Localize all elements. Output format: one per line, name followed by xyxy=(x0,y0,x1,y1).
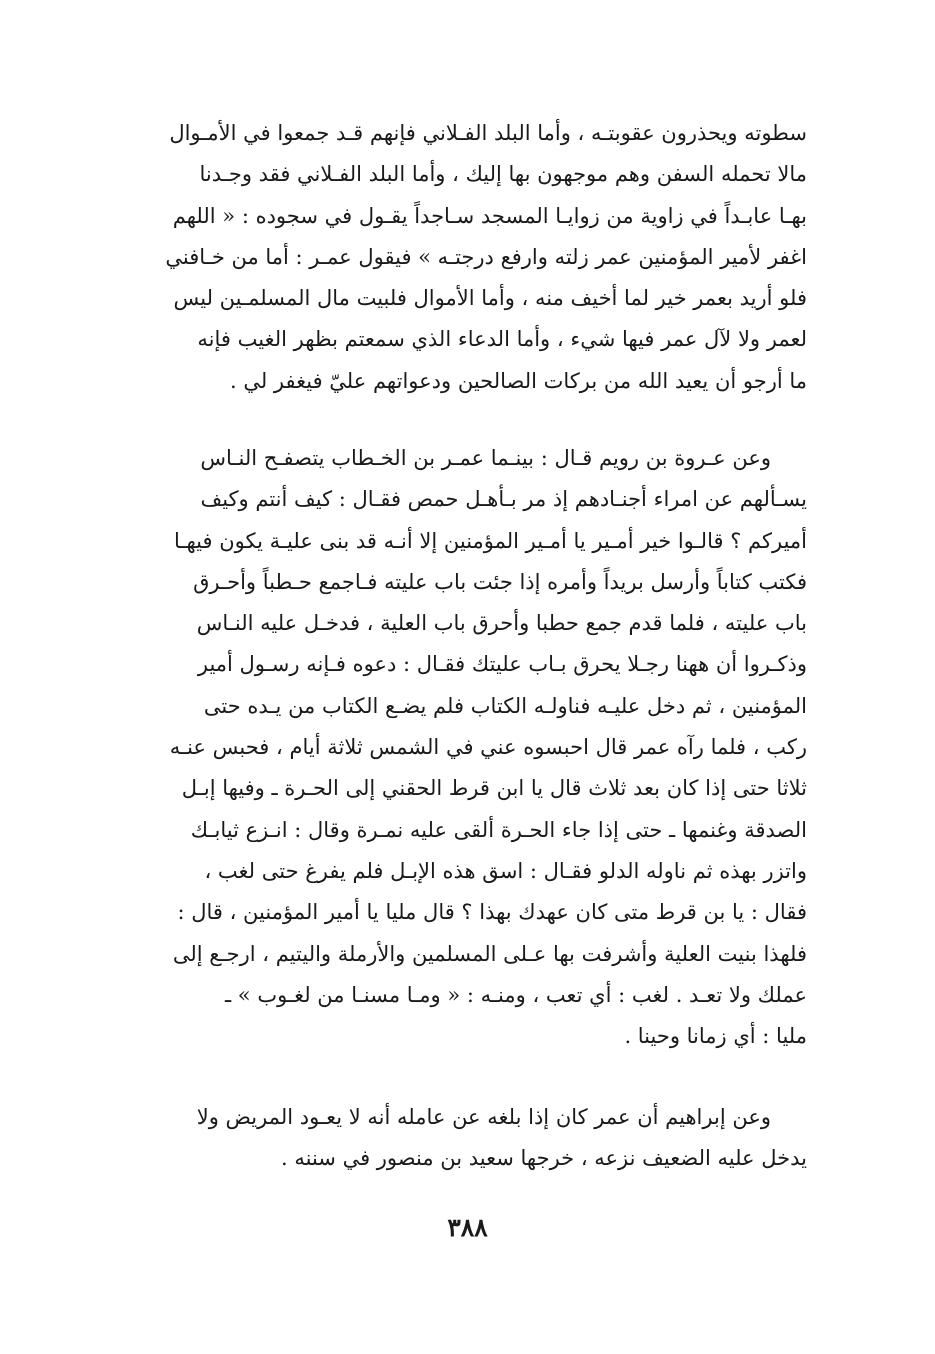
text-line: باب عليته ، فلما قدم جمع حطبا وأحرق باب العلية ، فدخـل عليه النـاس xyxy=(196,611,807,636)
text-line: الصدقة وغنمها ـ حتى إذا جاء الحـرة ألقى عليه نمـرة وقال : انـزع ثيابـك xyxy=(190,817,807,842)
text-line: واتزر بهذه ثم ناوله الدلو فقـال : اسق هذه الإبـل فلم يفرغ حتى لغب ، xyxy=(204,858,807,883)
text-line: فكتب كتاباً وأرسل بريداً وأمره إذا جئت باب عليته فـاجمع حـطباً وأحـرق xyxy=(193,569,807,594)
text-line: فقال : يا بن قرط متى كان عهدك بهذا ؟ قال مليا يا أمير المؤمنين ، قال : xyxy=(177,900,807,925)
text-line: وذكـروا أن ههنا رجـلا يحرق بـاب عليتك فقـال : دعوه فـإنه رسـول أمير xyxy=(197,652,807,677)
text-line: أميركم ؟ قالـوا خير أمـير يا أمـير المؤمنين إلا أنـه قد بنى عليـة يكون فيهـا xyxy=(173,528,807,553)
text-line: سطوته ويحذرون عقوبتـه ، وأما البلد الفـلاني فإنهم قـد جمعوا في الأمـوال xyxy=(169,121,807,145)
text-line: ركب ، فلما رآه عمر قال احبسوه عني في الشمس ثلاثة أيام ، فحبس عنـه xyxy=(169,735,807,760)
text-line: ثلاثا حتى إذا كان بعد ثلاث قال يا ابن قرط الحقني إلى الحـرة ـ وفيها إبـل xyxy=(181,776,807,801)
text-line: المؤمنين ، ثم دخل عليـه فناولـه الكتاب فلم يضـع الكتاب من يـده حتى xyxy=(203,693,807,718)
text-line: يدخل عليه الضعيف نزعه ، خرجها سعيد بن منصور في سننه . xyxy=(281,1146,807,1171)
paragraph-1 xyxy=(132,113,807,402)
text-line: فلو أريد بعمر خير لما أخيف منه ، وأما الأموال فلبيت مال المسلمـين ليس xyxy=(173,286,807,311)
text-line: يسـألهم عن امراء أجنـادهم إذ مر بـأهـل حمص فقـال : كيف أنتم وكيف xyxy=(200,487,807,512)
text-line: ما أرجو أن يعيد الله من بركات الصالحين ودعواتهم عليّ فيغفر لي . xyxy=(229,368,807,393)
paragraph-3 xyxy=(132,1097,807,1180)
text-line: وعن عـروة بن رويم قـال : بينـما عمـر بن الخـطاب يتصفـح النـاس xyxy=(200,446,771,470)
text-line: عملك ولا تعـد . لغب : أي تعب ، ومنـه : « ومـا مسنـا من لغـوب » ـ xyxy=(224,982,807,1007)
text-line: بهـا عابـداً في زاوية من زوايـا المسجد سـاجداً يقـول في سجوده : « اللهم xyxy=(172,203,807,228)
text-line: اغفر لأمير المؤمنين عمر زلته وارفع درجتـه » فيقول عمـر : أما من خـافني xyxy=(165,244,807,269)
text-line: لعمر ولا لآل عمر فيها شيء ، وأما الدعاء الذي سمعتم بظهر الغيب فإنه xyxy=(197,327,807,352)
page-number: ٣٨٨ xyxy=(447,1213,488,1242)
text-line: مليا : أي زمانا وحينا . xyxy=(624,1024,807,1049)
text-line: فلهذا بنيت العلية وأشرفت بها عـلى المسلمين والأرملة واليتيم ، ارجـع إلى xyxy=(172,941,807,966)
text-line: وعن إبراهيم أن عمر كان إذا بلغه عن عامله أنه لا يعـود المريض ولا xyxy=(196,1105,771,1129)
text-line: مالا تحمله السفن وهم موجهون بها إليك ، وأما البلد الفـلاني فقد وجـدنا xyxy=(199,162,807,187)
paragraph-2 xyxy=(132,438,807,1057)
